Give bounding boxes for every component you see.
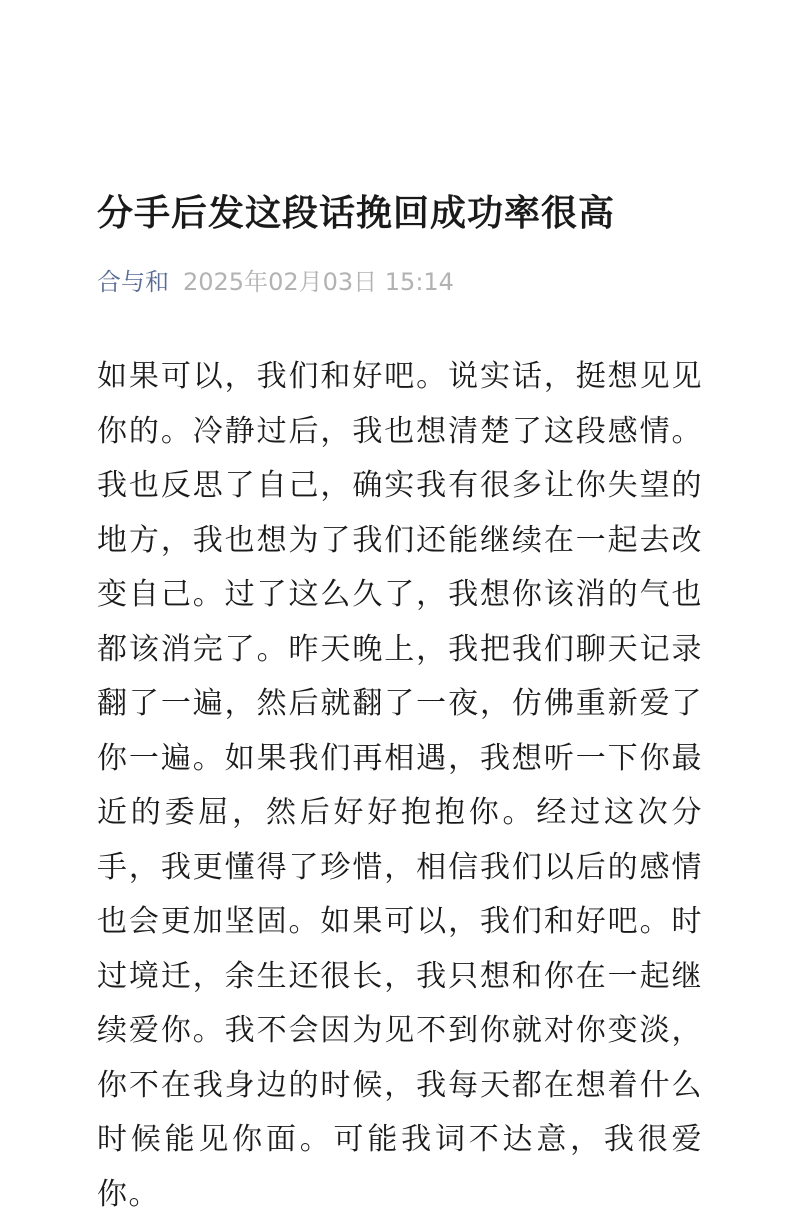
publish-date: 2025年02月03日 15:14 — [183, 268, 454, 296]
author-link[interactable]: 合与和 — [97, 268, 169, 296]
article-meta — [97, 265, 703, 299]
article-body: 如果可以，我们和好吧。说实话，挺想见见你的。冷静过后，我也想清楚了这段感情。我也反思了自己，确实我有很多让你失望的地方，我也想为了我们还能继续在一起去改变自己。过了这么久了，我想你该消的气也都该消完了。昨天晚上，我把我们聊天记录翻了一遍，然后就翻了一夜，仿佛重新爱了你一遍。如果我们再相遇，我想听一下你最近的委屈，然后好好抱抱你。经过这次分手，我更懂得了珍惜，相信我们以后的感情也会更加坚固。如果可以，我们和好吧。时过境迁，余生还很长，我只想和你在一起继续爱你。我不会因为见不到你就对你变淡，你不在我身边的时候，我每天都在想着什么时候能见你面。可能我词不达意，我很爱你。 — [97, 359, 703, 1212]
article — [97, 188, 703, 1222]
article-title: 分手后发这段话挽回成功率很高 — [97, 193, 616, 234]
